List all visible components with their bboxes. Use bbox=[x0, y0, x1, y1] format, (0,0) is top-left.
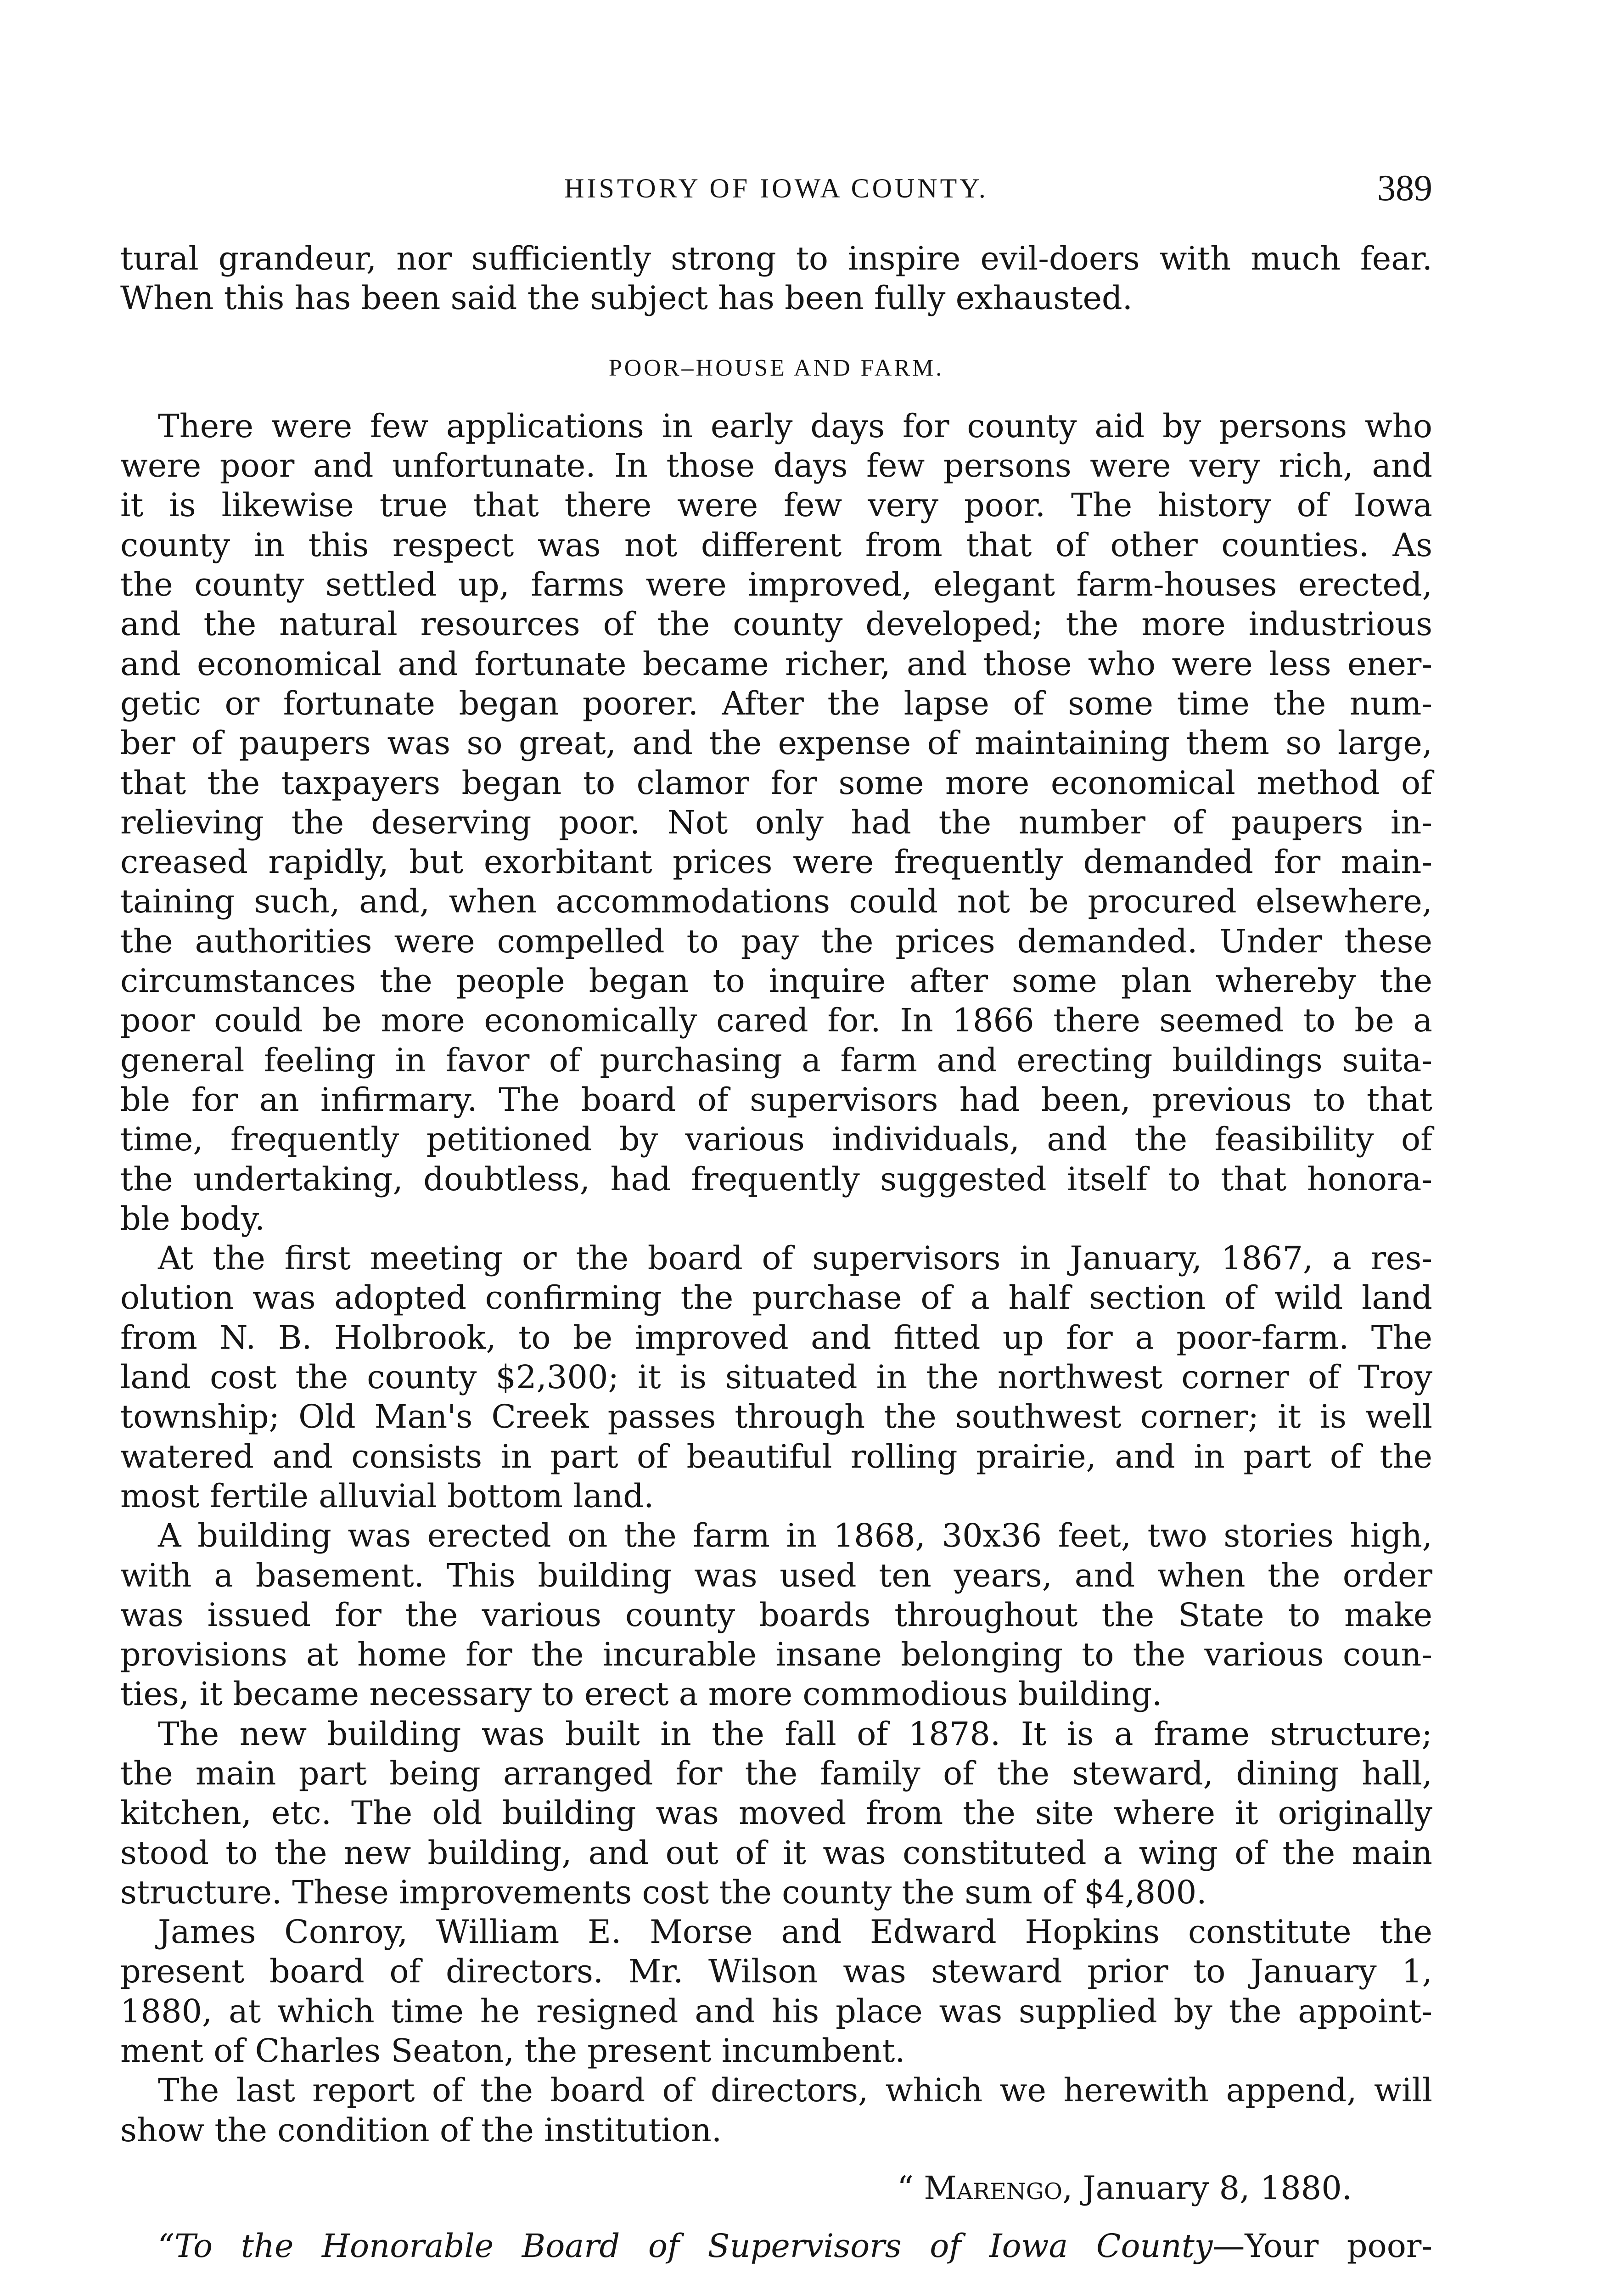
text-line: kitchen, etc. The old building was moved from the site where it originally bbox=[120, 1794, 1432, 1832]
text-line: was issued for the various county boards throughout the State to make bbox=[120, 1596, 1432, 1634]
page-number: 389 bbox=[1377, 168, 1432, 208]
salutation-rest: —Your poor- bbox=[1212, 2227, 1432, 2265]
text-line: creased rapidly, but exorbitant prices were frequently demanded for main- bbox=[120, 843, 1432, 881]
body-text bbox=[120, 239, 1432, 2266]
text-line: ties, it became necessary to erect a more commodious building. bbox=[120, 1675, 1162, 1713]
text-line: most fertile alluvial bottom land. bbox=[120, 1477, 654, 1515]
dateline-place: Marengo bbox=[924, 2169, 1063, 2207]
text-line: county in this respect was not different from that of other counties. As bbox=[120, 526, 1432, 564]
text-line: getic or fortunate began poorer. After the lapse of some time the num- bbox=[120, 684, 1432, 722]
text-line: land cost the county $2,300; it is situated in the northwest corner of Troy bbox=[120, 1358, 1432, 1396]
text-line: provisions at home for the incurable insane belonging to the various coun- bbox=[120, 1636, 1432, 1674]
text-line: time, frequently petitioned by various individuals, and the feasibility of bbox=[120, 1120, 1432, 1159]
text-line: general feeling in favor of purchasing a farm and erecting buildings suita- bbox=[120, 1041, 1432, 1079]
running-title: HISTORY OF IOWA COUNTY. bbox=[564, 173, 988, 203]
dateline-date: , January 8, 1880. bbox=[1062, 2169, 1352, 2207]
section-heading: POOR–HOUSE AND FARM. bbox=[608, 355, 944, 381]
text-line: James Conroy, William E. Morse and Edward Hopkins constitute the bbox=[158, 1913, 1432, 1951]
dateline bbox=[120, 2168, 1432, 2208]
text-line: ble body. bbox=[120, 1199, 265, 1238]
running-head bbox=[120, 163, 1432, 214]
text-line: At the first meeting or the board of supervisors in January, 1867, a res- bbox=[158, 1239, 1432, 1277]
dateline-open-quote: “ bbox=[897, 2169, 924, 2207]
text-line: present board of directors. Mr. Wilson was steward prior to January 1, bbox=[120, 1953, 1432, 1991]
text-line: tural grandeur, nor sufficiently strong to inspire evil-doers with much fear. bbox=[120, 240, 1432, 277]
text-line: ment of Charles Seaton, the present incumbent. bbox=[120, 2032, 905, 2070]
text-line: watered and consists in part of beautiful rolling prairie, and in part of the bbox=[120, 1437, 1432, 1475]
text-line: that the taxpayers began to clamor for some more economical method of bbox=[120, 764, 1432, 802]
text-line: The new building was built in the fall of 1878. It is a frame structure; bbox=[158, 1715, 1432, 1753]
text-line: poor could be more economically cared for. In 1866 there seemed to be a bbox=[120, 1002, 1432, 1040]
salutation-address: “To the Honorable Board of Supervisors of Iowa County bbox=[158, 2227, 1213, 2265]
text-line: ber of paupers was so great, and the expense of maintaining them so large, bbox=[120, 724, 1432, 762]
text-line: There were few applications in early days for county aid by persons who bbox=[158, 407, 1432, 445]
text-line: taining such, and, when accommodations could not be procured elsewhere, bbox=[120, 883, 1432, 921]
text-line: and economical and fortunate became richer, and those who were less ener- bbox=[120, 645, 1432, 683]
text-line: ble for an infirmary. The board of supervisors had been, previous to that bbox=[120, 1080, 1432, 1119]
text-line: the authorities were compelled to pay the prices demanded. Under these bbox=[120, 922, 1432, 960]
text-line: olution was adopted confirming the purchase of a half section of wild land bbox=[120, 1279, 1432, 1317]
text-line: circumstances the people began to inquire after some plan whereby the bbox=[120, 962, 1432, 1000]
text-line: relieving the deserving poor. Not only had the number of paupers in- bbox=[120, 803, 1432, 841]
text-line: structure. These improvements cost the county the sum of $4,800. bbox=[120, 1873, 1207, 1911]
text-line: and the natural resources of the county developed; the more industrious bbox=[120, 605, 1432, 643]
text-line: with a basement. This building was used ten years, and when the order bbox=[120, 1556, 1432, 1594]
text-line: township; Old Man's Creek passes through the southwest corner; it is well bbox=[120, 1398, 1432, 1436]
text-line: show the condition of the institution. bbox=[120, 2111, 722, 2149]
text-line: were poor and unfortunate. In those days few persons were very rich, and bbox=[120, 447, 1432, 485]
text-line: The last report of the board of directors, which we herewith append, will bbox=[158, 2071, 1432, 2110]
text-line: the main part being arranged for the family of the steward, dining hall, bbox=[120, 1754, 1432, 1792]
text-line: A building was erected on the farm in 1868, 30x36 feet, two stories high, bbox=[158, 1517, 1432, 1555]
text-line: stood to the new building, and out of it was constituted a wing of the main bbox=[120, 1834, 1432, 1872]
text-line: the undertaking, doubtless, had frequently suggested itself to that honora- bbox=[120, 1160, 1432, 1198]
salutation-line bbox=[120, 2226, 1432, 2266]
text-line: the county settled up, farms were improved, elegant farm-houses erected, bbox=[120, 566, 1432, 604]
text-line: 1880, at which time he resigned and his place was supplied by the appoint- bbox=[120, 1992, 1432, 2030]
text-line: When this has been said the subject has been fully exhausted. bbox=[120, 279, 1133, 317]
text-line: from N. B. Holbrook, to be improved and fitted up for a poor-farm. The bbox=[120, 1318, 1432, 1356]
text-line: it is likewise true that there were few very poor. The history of Iowa bbox=[120, 486, 1432, 524]
